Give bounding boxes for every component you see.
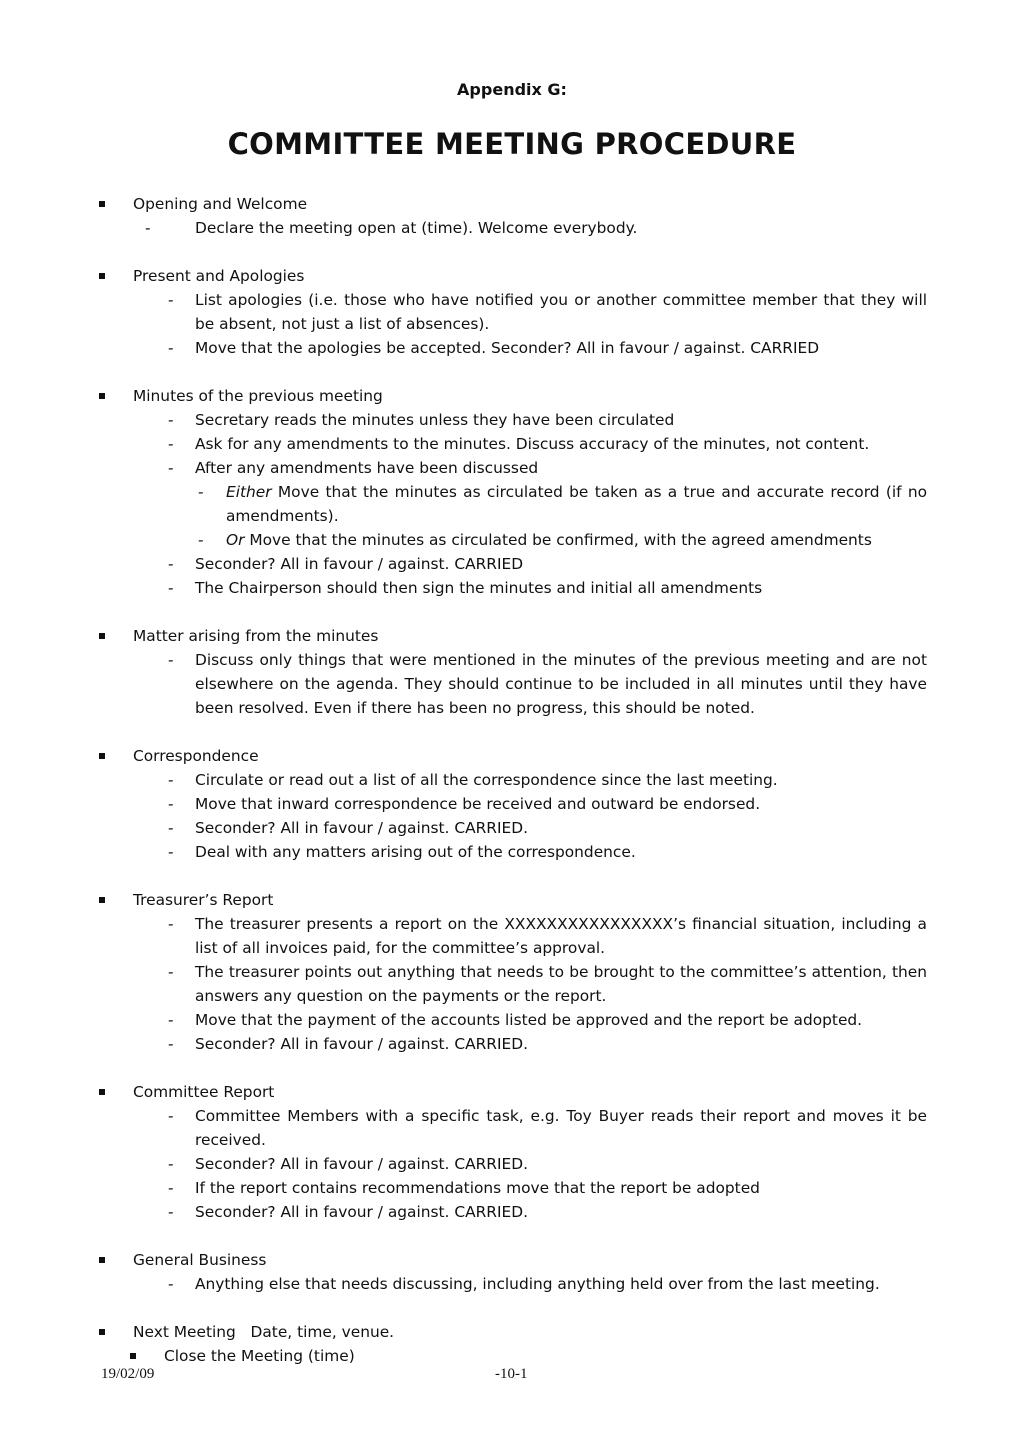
list-item: - The treasurer presents a report on the XXXXXXXXXXXXXXXX’s financial situation, including a list of all invoices paid, for the committee’s approval. bbox=[0, 912, 1024, 960]
section-committee-report bbox=[0, 1080, 1024, 1224]
page-title: COMMITTEE MEETING PROCEDURE bbox=[227, 127, 797, 161]
square-bullet-icon bbox=[99, 897, 105, 903]
list-item: - Seconder? All in favour / against. CARRIED. bbox=[0, 816, 1024, 840]
list-item: - Committee Members with a specific task, e.g. Toy Buyer reads their report and moves it be received. bbox=[0, 1104, 1024, 1152]
dash-bullet-icon: - bbox=[168, 843, 174, 861]
list-item: - Seconder? All in favour / against. CARRIED bbox=[0, 552, 1024, 576]
square-bullet-icon bbox=[99, 1257, 105, 1263]
section-opening bbox=[0, 192, 1024, 240]
section-heading: Matter arising from the minutes bbox=[133, 627, 379, 645]
dash-bullet-icon: - bbox=[168, 1203, 174, 1221]
dash-bullet-icon: - bbox=[145, 219, 151, 237]
section-matters-arising bbox=[0, 624, 1024, 720]
section-heading: Next Meeting bbox=[133, 1323, 236, 1341]
square-bullet-icon bbox=[99, 1329, 105, 1335]
procedure-list bbox=[0, 192, 1024, 1392]
section-heading: Present and Apologies bbox=[133, 267, 305, 285]
dash-bullet-icon: - bbox=[168, 651, 174, 669]
list-item: - Secretary reads the minutes unless they have been circulated bbox=[0, 408, 1024, 432]
dash-bullet-icon: - bbox=[168, 1011, 174, 1029]
list-item: - The Chairperson should then sign the minutes and initial all amendments bbox=[0, 576, 1024, 600]
section-minutes bbox=[0, 384, 1024, 600]
section-heading: General Business bbox=[133, 1251, 267, 1269]
list-item: - Move that the apologies be accepted. Seconder? All in favour / against. CARRIED bbox=[0, 336, 1024, 360]
dash-bullet-icon: - bbox=[168, 795, 174, 813]
dash-bullet-icon: - bbox=[168, 1107, 174, 1125]
section-correspondence bbox=[0, 744, 1024, 864]
dash-bullet-icon: - bbox=[168, 291, 174, 309]
dash-bullet-icon: - bbox=[168, 579, 174, 597]
square-bullet-icon bbox=[99, 393, 105, 399]
dash-bullet-icon: - bbox=[168, 1035, 174, 1053]
list-item: - List apologies (i.e. those who have notified you or another committee member that they will be absent, not just a list of absences). bbox=[0, 288, 1024, 336]
section-treasurers-report bbox=[0, 888, 1024, 1056]
list-item: - Deal with any matters arising out of the correspondence. bbox=[0, 840, 1024, 864]
section-heading: Minutes of the previous meeting bbox=[133, 387, 383, 405]
dash-bullet-icon: - bbox=[168, 1179, 174, 1197]
footer-date: 19/02/09 bbox=[101, 1366, 155, 1382]
list-item: - Seconder? All in favour / against. CARRIED. bbox=[0, 1152, 1024, 1176]
list-item: - Declare the meeting open at (time). Welcome everybody. bbox=[0, 216, 1024, 240]
section-heading: Correspondence bbox=[133, 747, 259, 765]
section-heading: Treasurer’s Report bbox=[133, 891, 274, 909]
dash-bullet-icon: - bbox=[168, 963, 174, 981]
list-item: - Circulate or read out a list of all the correspondence since the last meeting. bbox=[0, 768, 1024, 792]
dash-bullet-icon: - bbox=[168, 771, 174, 789]
appendix-label: Appendix G: bbox=[457, 80, 567, 99]
dash-bullet-icon: - bbox=[168, 339, 174, 357]
close-meeting-item: Close the Meeting (time) bbox=[164, 1347, 355, 1365]
list-item: - Seconder? All in favour / against. CARRIED. bbox=[0, 1032, 1024, 1056]
dash-bullet-icon: - bbox=[168, 459, 174, 477]
list-item: - After any amendments have been discussed bbox=[0, 456, 1024, 480]
section-heading: Opening and Welcome bbox=[133, 195, 308, 213]
dash-bullet-icon: - bbox=[168, 411, 174, 429]
square-bullet-icon bbox=[99, 753, 105, 759]
sub-list-item: - Or Move that the minutes as circulated be confirmed, with the agreed amendments bbox=[0, 528, 1024, 552]
list-item: - Anything else that needs discussing, including anything held over from the last meeting. bbox=[0, 1272, 1024, 1296]
dash-bullet-icon: - bbox=[168, 435, 174, 453]
square-bullet-icon bbox=[99, 273, 105, 279]
square-bullet-icon bbox=[130, 1353, 136, 1359]
dash-bullet-icon: - bbox=[168, 1275, 174, 1293]
dash-bullet-icon: - bbox=[168, 555, 174, 573]
dash-bullet-icon: - bbox=[168, 819, 174, 837]
dash-bullet-icon: - bbox=[168, 1155, 174, 1173]
list-item: - The treasurer points out anything that needs to be brought to the committee’s attention, then answers any question on the payments or the report. bbox=[0, 960, 1024, 1008]
footer-page-number: -10-1 bbox=[495, 1366, 528, 1382]
section-heading: Committee Report bbox=[133, 1083, 275, 1101]
sub-list-item: - Either Move that the minutes as circulated be taken as a true and accurate record (if no amendments). bbox=[0, 480, 1024, 528]
list-item: - Seconder? All in favour / against. CARRIED. bbox=[0, 1200, 1024, 1224]
next-meeting-detail: Date, time, venue. bbox=[250, 1323, 395, 1341]
dash-bullet-icon: - bbox=[198, 531, 204, 549]
list-item: - Move that inward correspondence be received and outward be endorsed. bbox=[0, 792, 1024, 816]
section-general-business bbox=[0, 1248, 1024, 1296]
section-next-meeting bbox=[0, 1320, 1024, 1368]
list-item: - If the report contains recommendations move that the report be adopted bbox=[0, 1176, 1024, 1200]
section-present-apologies bbox=[0, 264, 1024, 360]
list-item: - Ask for any amendments to the minutes. Discuss accuracy of the minutes, not content. bbox=[0, 432, 1024, 456]
square-bullet-icon bbox=[99, 633, 105, 639]
square-bullet-icon bbox=[99, 201, 105, 207]
dash-bullet-icon: - bbox=[168, 915, 174, 933]
list-item: - Move that the payment of the accounts listed be approved and the report be adopted. bbox=[0, 1008, 1024, 1032]
dash-bullet-icon: - bbox=[198, 483, 204, 501]
square-bullet-icon bbox=[99, 1089, 105, 1095]
list-item: - Discuss only things that were mentioned in the minutes of the previous meeting and are not elsewhere on the agenda. They should continue to be included in all minutes until they have been resolved. Even if there has been no progress, this should be noted. bbox=[0, 648, 1024, 720]
